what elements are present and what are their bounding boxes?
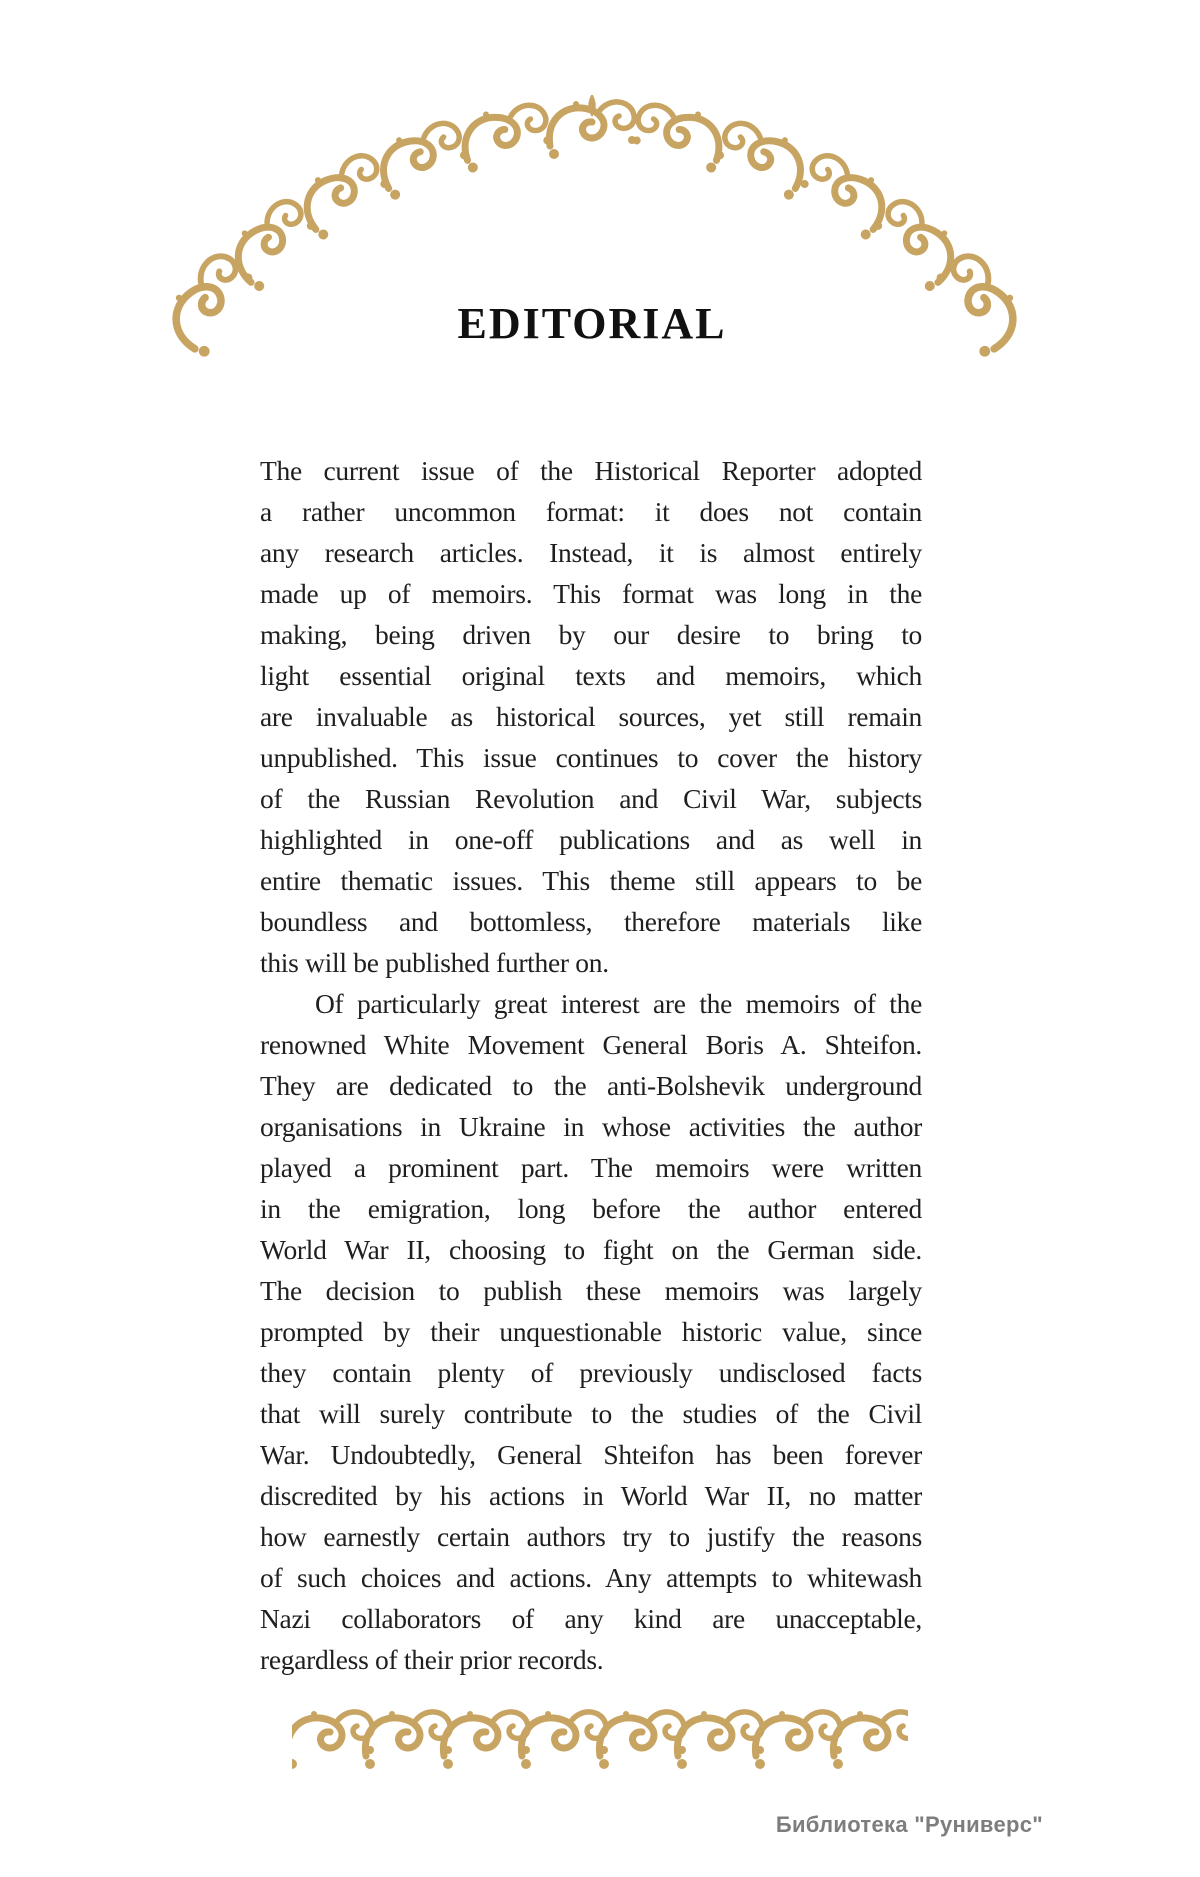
text-line: a rather uncommon format: it does not contain	[260, 496, 922, 527]
text-line: highlighted in one-off publications and as well in	[260, 824, 922, 855]
text-line: The decision to publish these memoirs was largely	[260, 1275, 922, 1306]
text-line: prompted by their unquestionable historic value, since	[260, 1316, 922, 1347]
library-watermark: Библиотека "Руниверс"	[775, 1812, 1043, 1837]
text-line: discredited by his actions in World War II, no matter	[260, 1480, 922, 1511]
page-title: EDITORIAL	[457, 299, 727, 348]
text-line: how earnestly certain authors try to justify the reasons	[260, 1521, 922, 1552]
text-line: World War II, choosing to fight on the German side.	[260, 1234, 922, 1265]
text-line: light essential original texts and memoirs, which	[260, 660, 922, 691]
text-line: of the Russian Revolution and Civil War, subjects	[260, 783, 922, 814]
text-line: unpublished. This issue continues to cover the history	[260, 742, 922, 773]
text-line: in the emigration, long before the author entered	[260, 1193, 922, 1224]
text-line: regardless of their prior records.	[260, 1644, 604, 1675]
text-line: made up of memoirs. This format was long in the	[260, 578, 922, 609]
text-line: Nazi collaborators of any kind are unacceptable,	[260, 1603, 922, 1634]
text-line: are invaluable as historical sources, yet still remain	[260, 701, 922, 732]
text-line: entire thematic issues. This theme still appears to be	[260, 865, 922, 896]
text-line: renowned White Movement General Boris A. Shteifon.	[260, 1029, 922, 1060]
text-line: that will surely contribute to the studies of the Civil	[260, 1398, 922, 1429]
text-line: boundless and bottomless, therefore materials like	[260, 906, 922, 937]
text-line: War. Undoubtedly, General Shteifon has been forever	[260, 1439, 922, 1470]
ornament-band-icon	[292, 1706, 908, 1770]
text-line: this will be published further on.	[260, 947, 609, 978]
text-line: The current issue of the Historical Reporter adopted	[260, 455, 922, 486]
text-line: Of particularly great interest are the memoirs of the	[315, 988, 922, 1019]
text-line: played a prominent part. The memoirs were written	[260, 1152, 922, 1183]
text-line: They are dedicated to the anti-Bolshevik underground	[260, 1070, 922, 1101]
text-line: organisations in Ukraine in whose activities the author	[260, 1111, 922, 1142]
text-line: of such choices and actions. Any attempts to whitewash	[260, 1562, 922, 1593]
text-line: any research articles. Instead, it is almost entirely	[260, 537, 922, 568]
text-line: making, being driven by our desire to bring to	[260, 619, 922, 650]
text-line: they contain plenty of previously undisclosed facts	[260, 1357, 922, 1388]
editorial-text	[260, 450, 922, 1680]
